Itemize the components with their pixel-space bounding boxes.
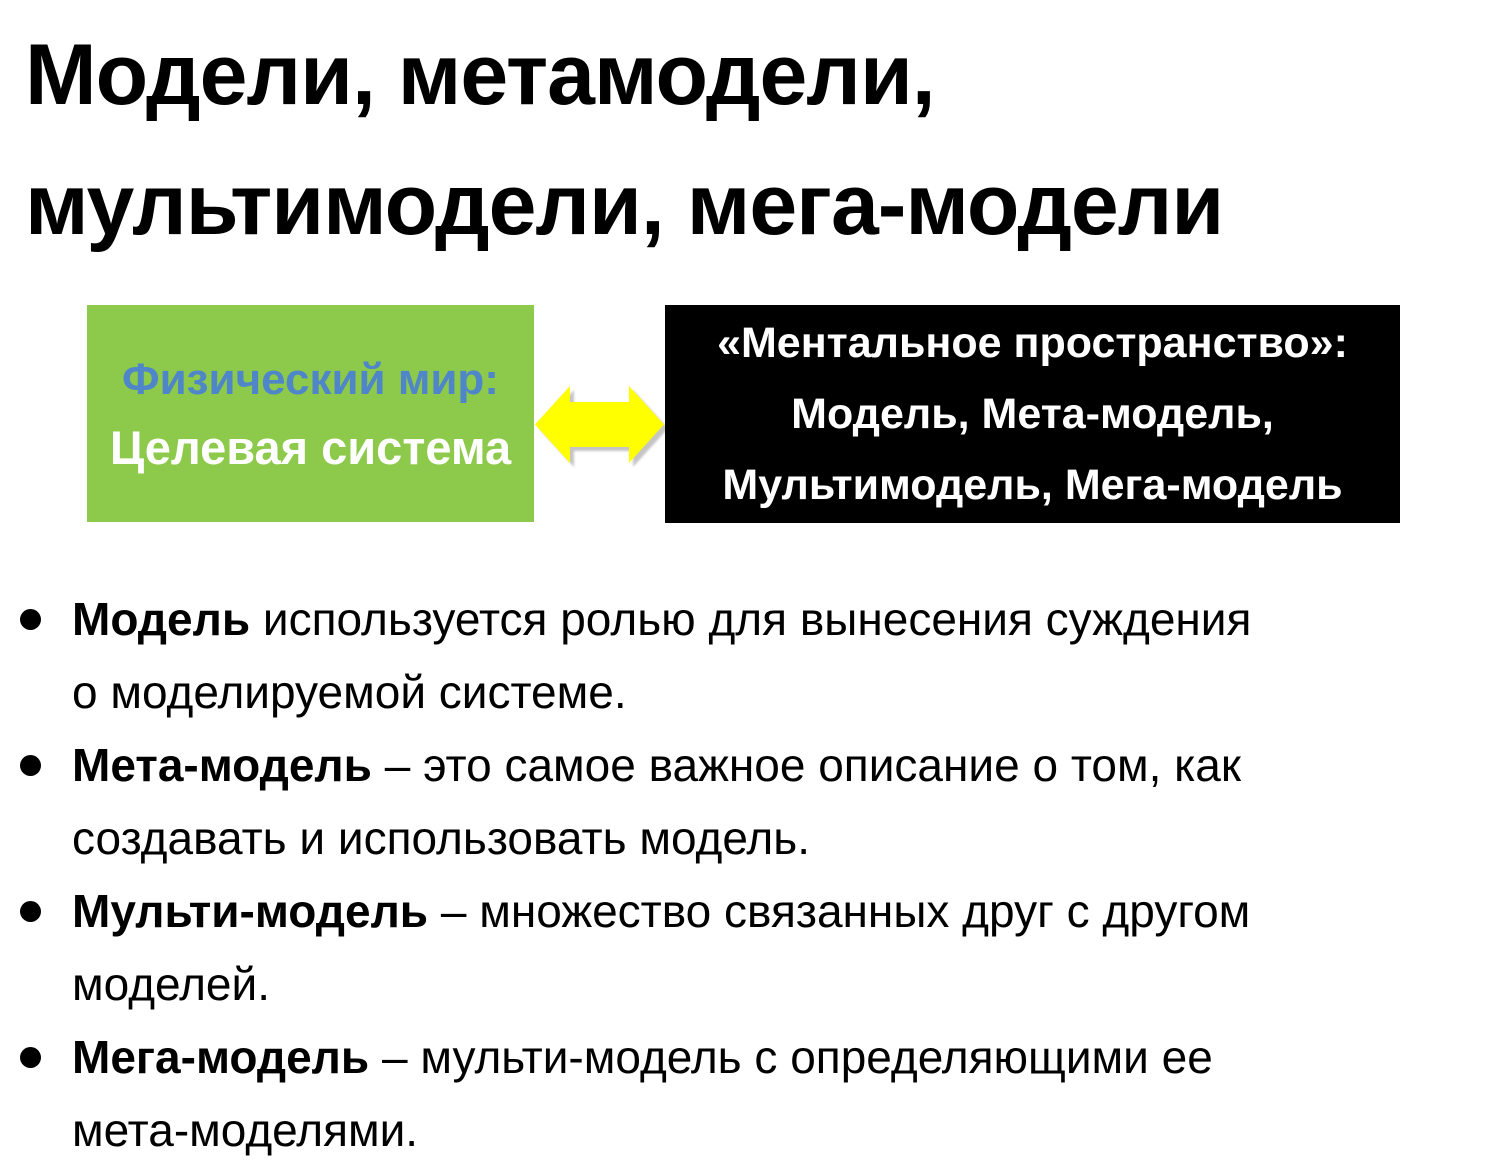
bullet-body-line: создавать и использовать модель.: [72, 812, 810, 864]
mental-space-line-2: Модель, Мета-модель,: [791, 389, 1274, 438]
model-diagram: [0, 0, 1502, 560]
bullet-term: Мета-модель: [72, 739, 372, 791]
bullet-dot: [20, 755, 41, 776]
bidirectional-arrow-icon: [535, 385, 664, 464]
page-title-line-2: мультимодели, мега-модели: [25, 157, 1224, 253]
bullet-item-model: [15, 583, 1495, 729]
bullet-text: [72, 583, 1251, 729]
bullet-body-line: – мульти-модель с определяющими ее: [381, 1031, 1213, 1083]
bullet-dot: [20, 901, 41, 922]
bullet-text: [72, 1021, 1213, 1167]
mental-space-title: «Ментальное пространство»:: [717, 318, 1348, 367]
bullet-body-line: используется ролью для вынесения суждения: [262, 593, 1252, 645]
bullet-item-multi-model: [15, 875, 1495, 1021]
bullet-item-mega-model: [15, 1021, 1495, 1167]
physical-world-subtitle: Целевая система: [109, 420, 512, 474]
bullet-term: Мега-модель: [72, 1031, 370, 1083]
bullet-term: Мульти-модель: [72, 885, 429, 937]
bullet-dot: [20, 609, 41, 630]
bullet-body-line: моделей.: [72, 958, 270, 1010]
bullet-body-line: – множество связанных друг с другом: [440, 885, 1251, 937]
bullet-term: Модель: [72, 593, 251, 645]
page-title-line-1: Модели, метамодели,: [25, 27, 935, 123]
definition-list: [15, 583, 1495, 1167]
bullet-text: [72, 729, 1241, 875]
bullet-body-line: мета-моделями.: [72, 1104, 419, 1156]
physical-world-box: [87, 305, 534, 522]
mental-space-line-3: Мультимодель, Мега-модель: [722, 460, 1343, 509]
bullet-body-line: – это самое важное описание о том, как: [384, 739, 1241, 791]
bullet-dot: [20, 1047, 41, 1068]
mental-space-box: [665, 305, 1400, 523]
bullet-body-line: о моделируемой системе.: [72, 666, 627, 718]
physical-world-title: Физический мир:: [122, 354, 499, 404]
bullet-item-meta-model: [15, 729, 1495, 875]
bullet-text: [72, 875, 1250, 1021]
